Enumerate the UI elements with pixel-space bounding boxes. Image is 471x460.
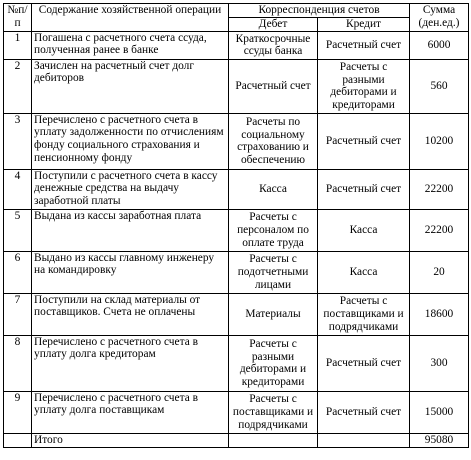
total-label: Итого xyxy=(32,433,229,447)
row-debit: Расчеты с подотчетными лицами xyxy=(229,251,318,293)
row-amount: 6000 xyxy=(410,31,469,59)
table-row xyxy=(4,209,469,251)
row-description: Перечислено с расчетного счета в уплату задолженности по отчислениям фонду социального страхования и пенсионному фонду xyxy=(32,113,229,169)
row-description: Поступили с расчетного счета в кассу денежные средства на выдачу заработной платы xyxy=(32,169,229,209)
header-description: Содержание хозяйственной операции xyxy=(32,4,229,32)
row-credit: Расчетный счет xyxy=(318,391,410,433)
row-num: 4 xyxy=(4,169,32,209)
row-debit: Расчеты с поставщиками и подрядчиками xyxy=(229,391,318,433)
row-description: Перечислено с расчетного счета в уплату долга кредиторам xyxy=(32,335,229,391)
row-debit: Материалы xyxy=(229,293,318,335)
total-debit-cell xyxy=(229,433,318,447)
total-num-cell xyxy=(4,433,32,447)
row-debit: Расчеты по социальному страхованию и обеспечению xyxy=(229,113,318,169)
total-credit-cell xyxy=(318,433,410,447)
header-num: №п/п xyxy=(4,4,32,32)
table-row xyxy=(4,31,469,59)
row-num: 1 xyxy=(4,31,32,59)
row-credit: Расчеты с поставщиками и подрядчиками xyxy=(318,293,410,335)
table-row xyxy=(4,113,469,169)
table-row xyxy=(4,391,469,433)
row-debit: Расчеты с разными дебиторами и кредиторами xyxy=(229,335,318,391)
table-row xyxy=(4,293,469,335)
row-debit: Касса xyxy=(229,169,318,209)
row-credit: Расчетный счет xyxy=(318,169,410,209)
row-description: Поступили на склад материалы от поставщиков. Счета не оплачены xyxy=(32,293,229,335)
table-row xyxy=(4,335,469,391)
row-num: 5 xyxy=(4,209,32,251)
table-row xyxy=(4,251,469,293)
row-num: 2 xyxy=(4,59,32,113)
row-debit: Расчеты с персоналом по оплате труда xyxy=(229,209,318,251)
row-amount: 300 xyxy=(410,335,469,391)
row-amount: 10200 xyxy=(410,113,469,169)
row-num: 9 xyxy=(4,391,32,433)
row-description: Зачислен на расчетный счет долг дебиторов xyxy=(32,59,229,113)
row-credit: Касса xyxy=(318,209,410,251)
row-credit: Касса xyxy=(318,251,410,293)
row-amount: 22200 xyxy=(410,209,469,251)
row-description: Погашена с расчетного счета ссуда, полученная ранее в банке xyxy=(32,31,229,59)
row-credit: Расчетный счет xyxy=(318,113,410,169)
total-amount: 95080 xyxy=(410,433,469,447)
row-description: Выдана из кассы заработная плата xyxy=(32,209,229,251)
header-correspondence: Корреспонденция счетов xyxy=(229,4,410,18)
row-description: Перечислено с расчетного счета в уплату долга поставщикам xyxy=(32,391,229,433)
row-num: 7 xyxy=(4,293,32,335)
row-amount: 15000 xyxy=(410,391,469,433)
row-credit: Расчетный счет xyxy=(318,335,410,391)
total-row xyxy=(4,433,469,447)
row-credit: Расчетный счет xyxy=(318,31,410,59)
row-num: 8 xyxy=(4,335,32,391)
header-debit: Дебет xyxy=(229,18,318,32)
header-amount: Сумма (ден.ед.) xyxy=(410,4,469,32)
row-amount: 18600 xyxy=(410,293,469,335)
row-amount: 22200 xyxy=(410,169,469,209)
row-description: Выдано из кассы главному инженеру на командировку xyxy=(32,251,229,293)
row-debit: Краткосрочные ссуды банка xyxy=(229,31,318,59)
table-row xyxy=(4,59,469,113)
header-credit: Кредит xyxy=(318,18,410,32)
table-row xyxy=(4,169,469,209)
row-amount: 560 xyxy=(410,59,469,113)
row-credit: Расчеты с разными дебиторами и кредиторами xyxy=(318,59,410,113)
row-debit: Расчетный счет xyxy=(229,59,318,113)
row-num: 6 xyxy=(4,251,32,293)
row-num: 3 xyxy=(4,113,32,169)
transactions-table xyxy=(3,3,469,448)
row-amount: 20 xyxy=(410,251,469,293)
